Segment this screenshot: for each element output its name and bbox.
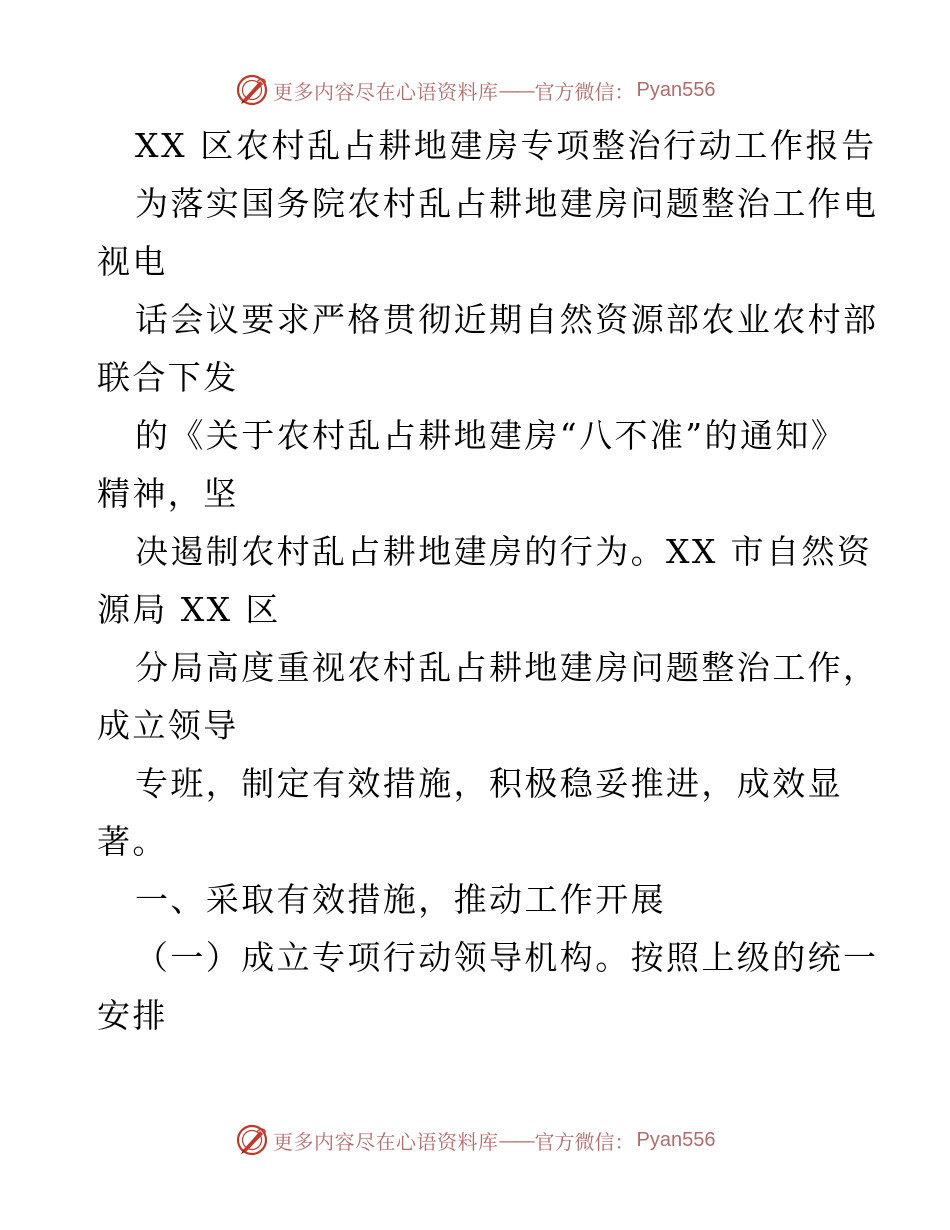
text-line: 视电 (97, 242, 168, 281)
banner-wechat-label: 官方微信： (534, 1129, 635, 1154)
section-heading: 一、采取有效措施，推动工作开展 (135, 880, 666, 919)
banner-wechat-id: Pyan556 (636, 78, 716, 101)
banner-site-text: 更多内容尽在心语资料库 (273, 1129, 499, 1154)
banner-dash: —— (498, 1128, 533, 1152)
banner-dash: —— (498, 78, 533, 102)
banner-site-text: 更多内容尽在心语资料库 (273, 79, 499, 104)
text-line: 精神，坚 (97, 474, 239, 513)
text-line: 为落实国务院农村乱占耕地建房问题整治工作电 (135, 184, 879, 223)
text-line: 联合下发 (97, 358, 239, 397)
document-title: XX 区农村乱占耕地建房专项整治行动工作报告 (135, 126, 877, 165)
pen-logo-icon (235, 1123, 269, 1157)
text-line: 的《关于农村乱占耕地建房“八不准”的通知》 (135, 416, 847, 455)
text-line: 话会议要求严格贯彻近期自然资源部农业农村部 (135, 300, 879, 339)
text-line: 源局 XX 区 (97, 590, 281, 629)
text-line: 安排 (97, 996, 168, 1035)
text-line: 分局高度重视农村乱占耕地建房问题整治工作， (135, 648, 879, 687)
text-line: 决遏制农村乱占耕地建房的行为。XX 市自然资 (135, 532, 873, 571)
text-line: 专班，制定有效措施，积极稳妥推进，成效显 (135, 764, 843, 803)
banner-wechat-label: 官方微信： (534, 79, 635, 104)
banner-wechat-id: Pyan556 (636, 1128, 716, 1151)
footer-banner (235, 1123, 715, 1157)
text-line: 著。 (97, 822, 168, 861)
text-line: 成立领导 (97, 706, 239, 745)
text-line: （一）成立专项行动领导机构。按照上级的统一 (135, 938, 879, 977)
